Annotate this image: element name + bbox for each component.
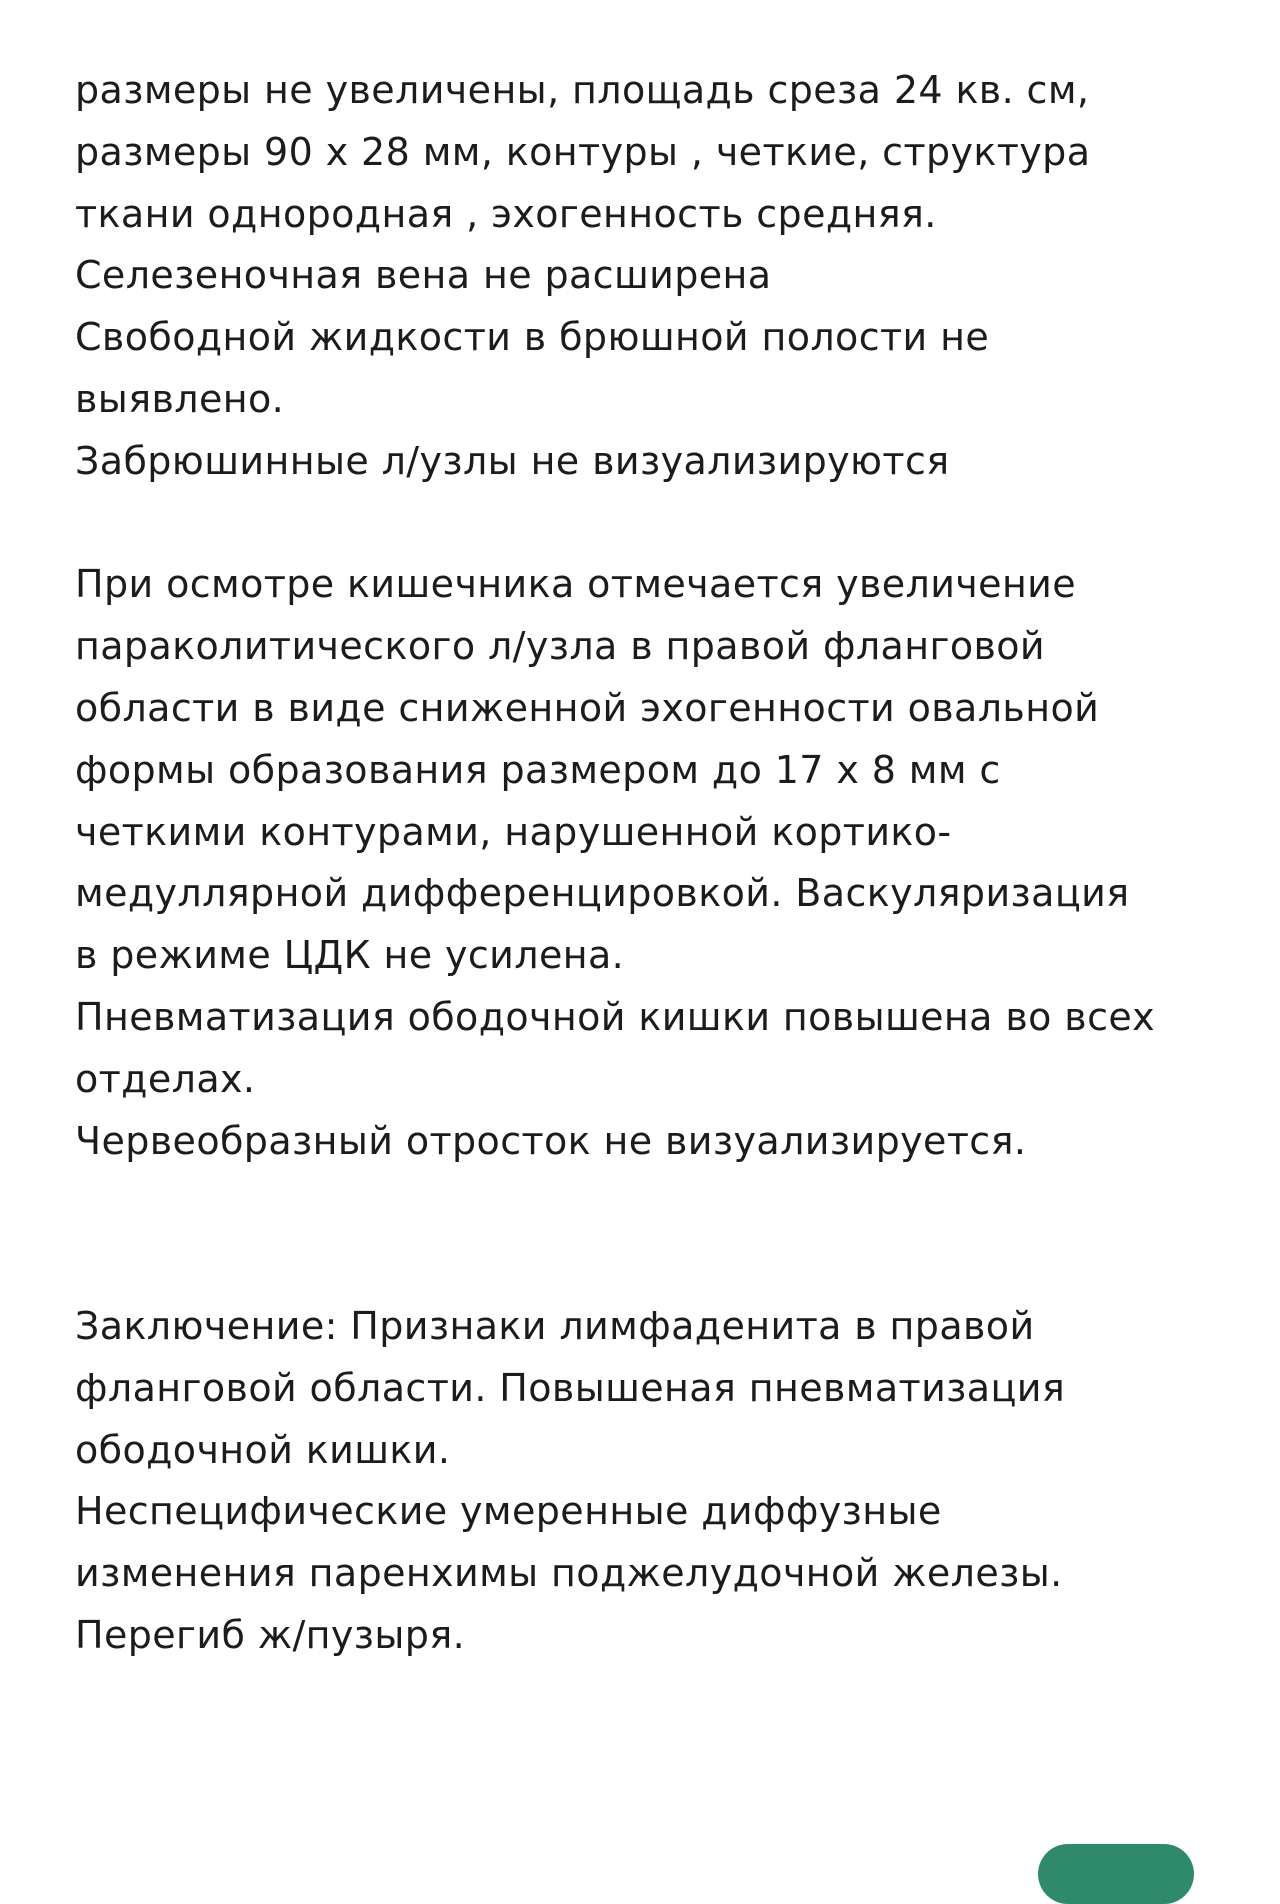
text-line: выявлено. (75, 376, 285, 421)
text-line: Забрюшинные л/узлы не визуализируются (75, 438, 950, 483)
paragraph-conclusion (75, 1296, 1225, 1667)
text-line: отделах. (75, 1056, 256, 1101)
text-line: параколитического л/узла в правой фланговой (75, 624, 1046, 669)
text-line: размеры не увеличены, площадь среза 24 кв. см, (75, 68, 1090, 112)
text-line: ободочной кишки. (75, 1427, 451, 1472)
text-line: Свободной жидкости в брюшной полости не (75, 315, 990, 360)
text-line: Пневматизация ободочной кишки повышена во всех (75, 994, 1156, 1039)
text-line: формы образования размером до 17 х 8 мм с (75, 747, 1001, 792)
text-line: области в виде сниженной эхогенности овальной (75, 685, 1100, 730)
text-line: Перегиб ж/пузыря. (75, 1612, 466, 1657)
text-line: фланговой области. Повышеная пневматизация (75, 1365, 1066, 1410)
text-line: в режиме ЦДК не усилена. (75, 933, 625, 978)
text-line: размеры 90 х 28 мм, контуры , четкие, структура (75, 129, 1091, 174)
text-line: медуллярной дифференцировкой. Васкуляризация (75, 871, 1130, 916)
text-line: изменения паренхимы поджелудочной железы. (75, 1551, 1063, 1596)
document-text (75, 60, 1225, 1667)
floating-action-button[interactable] (1038, 1844, 1194, 1904)
text-line: Червеобразный отросток не визуализируется. (75, 1118, 1027, 1163)
text-line: Селезеночная вена не расширена (75, 253, 772, 298)
text-line: Неспецифические умеренные диффузные (75, 1489, 942, 1534)
paragraph-gap (75, 493, 1225, 555)
paragraph-spleen (75, 60, 1225, 493)
text-line: При осмотре кишечника отмечается увеличение (75, 562, 1077, 607)
text-line: четкими контурами, нарушенной кортико- (75, 809, 952, 854)
text-line: ткани однородная , эхогенность средняя. (75, 191, 937, 236)
paragraph-intestine (75, 554, 1225, 1172)
paragraph-gap (75, 1172, 1225, 1296)
text-line: Заключение: Признаки лимфаденита в правой (75, 1303, 1035, 1348)
